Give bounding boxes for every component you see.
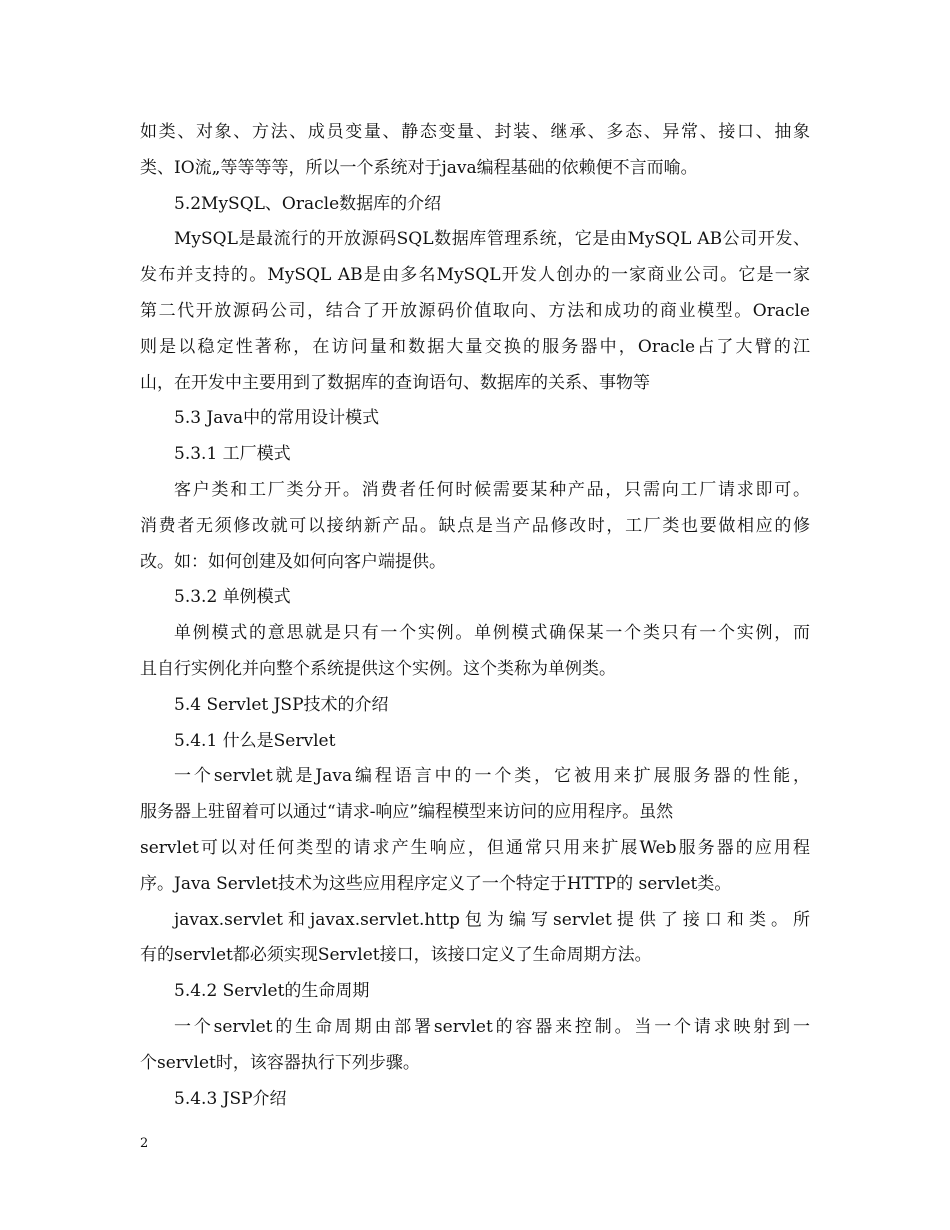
- text-line: 改。如：如何创建及如何向客户端提供。: [140, 551, 446, 572]
- text-line: 服务器上驻留着可以通过“请求-响应”编程模型来访问的应用程序。虽然: [140, 802, 674, 823]
- text-line: 5.3.2 单例模式: [174, 587, 291, 608]
- text-line: 类、IO流„等等等等，所以一个系统对于java编程基础的依赖便不言而喻。: [140, 157, 698, 178]
- text-line: 则是以稳定性著称，在访问量和数据大量交换的服务器中，Oracle占了大臂的江: [140, 336, 810, 357]
- text-line: 5.4.1 什么是Servlet: [174, 730, 336, 751]
- text-line: 一个servlet的生命周期由部署servlet的容器来控制。当一个请求映射到一: [174, 1016, 810, 1037]
- text-line: 5.3.1 工厂模式: [174, 444, 291, 465]
- text-line: 5.3 Java中的常用设计模式: [174, 408, 380, 429]
- text-line: 一个servlet就是Java编程语言中的一个类，它被用来扩展服务器的性能，: [174, 766, 810, 787]
- text-line: 个servlet时，该容器执行下列步骤。: [140, 1052, 420, 1073]
- text-line: 如类、对象、方法、成员变量、静态变量、封装、继承、多态、异常、接口、抽象: [140, 122, 810, 142]
- page-number: 2: [140, 1136, 149, 1151]
- text-line: 有的servlet都必须实现Servlet接口，该接口定义了生命周期方法。: [140, 945, 652, 966]
- text-line: 5.4.3 JSP介绍: [174, 1088, 287, 1109]
- text-line: 第二代开放源码公司，结合了开放源码价值取向、方法和成功的商业模型。Oracle: [140, 300, 810, 321]
- text-line: 发布并支持的。MySQL AB是由多名MySQL开发人创办的一家商业公司。它是一家: [140, 265, 810, 286]
- text-line: 5.4.2 Servlet的生命周期: [174, 981, 370, 1002]
- text-line: 山，在开发中主要用到了数据库的查询语句、数据库的关系、事物等: [140, 372, 650, 393]
- text-line: 序。Java Servlet技术为这些应用程序定义了一个特定于HTTP的 servlet类。: [140, 873, 732, 894]
- text-line: javax.servlet和javax.servlet.http包为编写servlet提供了接口和类。所: [174, 909, 810, 930]
- text-line: 消费者无须修改就可以接纳新产品。缺点是当产品修改时，工厂类也要做相应的修: [140, 515, 810, 536]
- text-line: 且自行实例化并向整个系统提供这个实例。这个类称为单例类。: [140, 658, 616, 679]
- text-line: 5.4 Servlet JSP技术的介绍: [174, 694, 389, 715]
- text-line: 客户类和工厂类分开。消费者任何时候需要某种产品，只需向工厂请求即可。: [174, 479, 810, 500]
- text-line: 单例模式的意思就是只有一个实例。单例模式确保某一个类只有一个实例，而: [174, 623, 810, 644]
- document-body: [140, 115, 810, 1117]
- text-line: 5.2MySQL、Oracle数据库的介绍: [174, 193, 442, 214]
- text-line: MySQL是最流行的开放源码SQL数据库管理系统，它是由MySQL AB公司开发、: [174, 229, 810, 250]
- text-line: servlet可以对任何类型的请求产生响应，但通常只用来扩展Web服务器的应用程: [140, 837, 810, 858]
